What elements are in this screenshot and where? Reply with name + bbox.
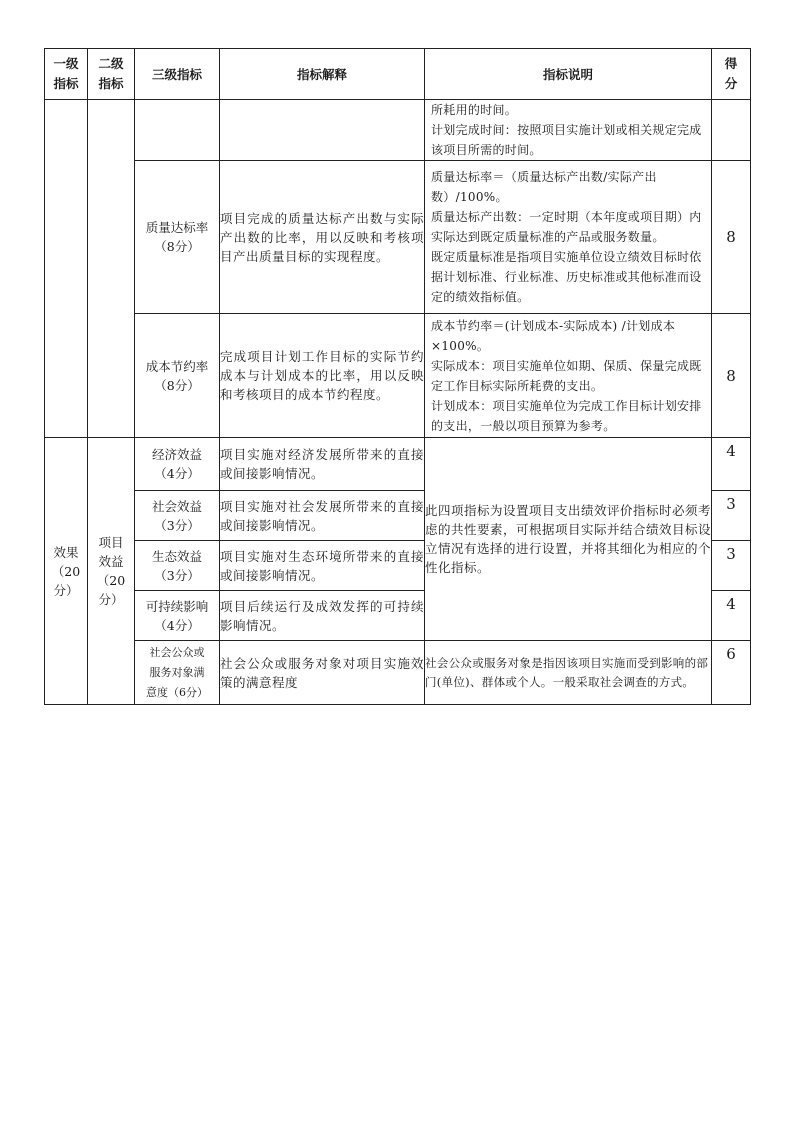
indicator-score: 4 [712, 438, 751, 491]
indicator-explanation: 项目后续运行及成效发挥的可持续影响情况。 [220, 591, 425, 641]
header-description: 指标说明 [425, 49, 712, 100]
indicator-score: 4 [712, 591, 751, 641]
header-explanation: 指标解释 [220, 49, 425, 100]
table-row-continued [45, 100, 751, 161]
indicator-name: 社会效益 （3分） [135, 491, 220, 541]
indicator-explanation: 项目实施对经济发展所带来的直接或间接影响情况。 [220, 438, 425, 491]
indicator-description: 社会公众或服务对象是指因该项目实施而受到影响的部门(单位)、群体或个人。一般采取社会调查的方式。 [425, 641, 712, 705]
indicator-name: 成本节约率 （8分） [135, 314, 220, 438]
level2-cell-blank [88, 100, 135, 438]
header-score: 得分 [712, 49, 751, 100]
indicator-name: 可持续影响 （4分） [135, 591, 220, 641]
table-row-quality [45, 161, 751, 314]
shared-description: 此四项指标为设置项目支出绩效评价指标时必须考虑的共性要素，可根据项目实际并结合绩效目标设立情况有选择的进行设置，并将其细化为相应的个性化指标。 [425, 438, 712, 641]
indicator-score: 6 [712, 641, 751, 705]
indicator-name: 生态效益 （3分） [135, 541, 220, 591]
indicator-name: 经济效益 （4分） [135, 438, 220, 491]
description-cell: 所耗用的时间。 计划完成时间：按照项目实施计划或相关规定完成该项目所需的时间。 [425, 100, 712, 161]
level2-project-benefit: 项目 效益 （20 分） [88, 438, 135, 705]
table-row-satisfaction [45, 641, 751, 705]
indicator-name: 社会公众或 服务对象满 意度（6分） [135, 641, 220, 705]
level1-effect: 效果 （20 分） [45, 438, 88, 705]
indicator-description: 成本节约率＝(计划成本-实际成本) /计划成本×100%。 实际成本：项目实施单位如期、保质、保量完成既定工作目标实际所耗费的支出。 计划成本：项目实施单位为完成工作目标计划安排的支出，一般以项目预算为参考。 [425, 314, 712, 438]
header-level1: 一级指标 [45, 49, 88, 100]
score-cell-blank [712, 100, 751, 161]
table-row-economic [45, 438, 751, 491]
table-header-row [45, 49, 751, 100]
table-row-cost [45, 314, 751, 438]
indicator-score: 8 [712, 161, 751, 314]
level1-cell-blank [45, 100, 88, 438]
indicator-score: 3 [712, 491, 751, 541]
header-level3: 三级指标 [135, 49, 220, 100]
level3-cell-blank [135, 100, 220, 161]
indicator-score: 8 [712, 314, 751, 438]
indicator-explanation: 项目完成的质量达标产出数与实际产出数的比率，用以反映和考核项目产出质量目标的实现程度。 [220, 161, 425, 314]
indicator-explanation: 社会公众或服务对象对项目实施效策的满意程度 [220, 641, 425, 705]
indicator-name: 质量达标率 （8分） [135, 161, 220, 314]
indicator-table [44, 48, 751, 705]
indicator-explanation: 完成项目计划工作目标的实际节约成本与计划成本的比率，用以反映和考核项目的成本节约程度。 [220, 314, 425, 438]
indicator-explanation: 项目实施对社会发展所带来的直接或间接影响情况。 [220, 491, 425, 541]
explanation-cell-blank [220, 100, 425, 161]
indicator-score: 3 [712, 541, 751, 591]
indicator-explanation: 项目实施对生态环境所带来的直接或间接影响情况。 [220, 541, 425, 591]
header-level2: 二级指标 [88, 49, 135, 100]
indicator-description: 质量达标率＝（质量达标产出数/实际产出数）/100%。 质量达标产出数：一定时期（本年度或项目期）内实际达到既定质量标准的产品或服务数量。 既定质量标准是指项目实施单位设立绩效目标时依据计划标准、行业标准、历史标准或其他标准而设定的绩效指标值。 [425, 161, 712, 314]
